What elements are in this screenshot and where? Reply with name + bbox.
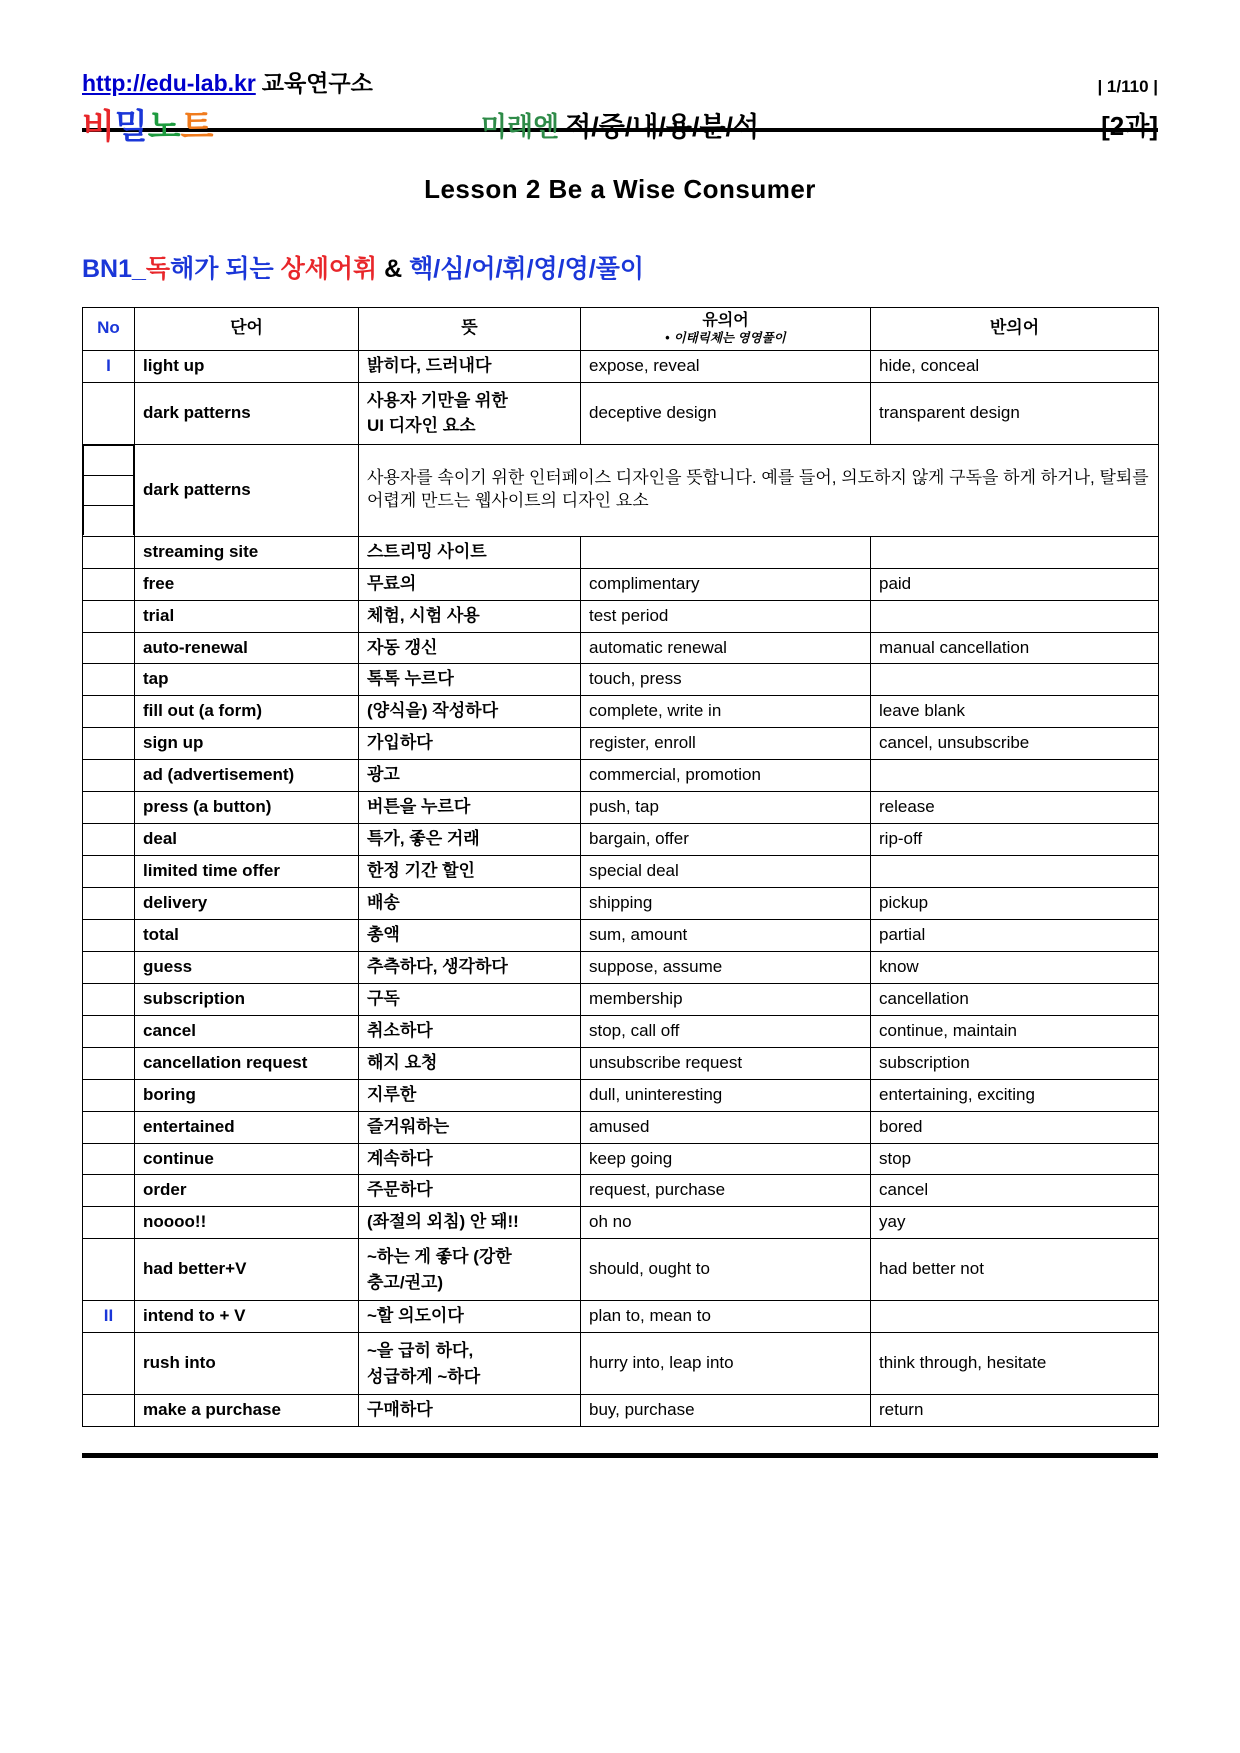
cell-meaning: (좌절의 외침) 안 돼!! xyxy=(359,1207,581,1239)
table-row xyxy=(83,824,1159,856)
table-row xyxy=(83,728,1159,760)
cell-word: cancel xyxy=(135,1015,359,1047)
cell-antonym: yay xyxy=(871,1207,1159,1239)
brand-char-3: 노 xyxy=(147,108,181,147)
footer-divider xyxy=(82,1453,1158,1458)
cell-synonym: register, enroll xyxy=(581,728,871,760)
cell-word: press (a button) xyxy=(135,792,359,824)
cell-synonym: special deal xyxy=(581,856,871,888)
cell-antonym xyxy=(871,600,1159,632)
cell-synonym: amused xyxy=(581,1111,871,1143)
table-row xyxy=(83,1143,1159,1175)
cell-meaning: 밝히다, 드러내다 xyxy=(359,350,581,382)
cell-meaning: 주문하다 xyxy=(359,1175,581,1207)
cell-synonym: commercial, promotion xyxy=(581,760,871,792)
cell-antonym xyxy=(871,1301,1159,1333)
table-row xyxy=(83,1301,1159,1333)
cell-synonym: shipping xyxy=(581,888,871,920)
cell-word: guess xyxy=(135,951,359,983)
cell-synonym: complimentary xyxy=(581,568,871,600)
cell-synonym: sum, amount xyxy=(581,919,871,951)
cell-synonym: keep going xyxy=(581,1143,871,1175)
section-blue-2: 핵/심/어/휘/영/영/풀이 xyxy=(409,255,645,283)
table-row xyxy=(83,632,1159,664)
cell-meaning: 무료의 xyxy=(359,568,581,600)
table-row xyxy=(83,792,1159,824)
table-row xyxy=(83,888,1159,920)
cell-antonym xyxy=(871,760,1159,792)
cell-no: I xyxy=(83,350,135,382)
cell-no xyxy=(83,1175,135,1207)
col-header-meaning: 뜻 xyxy=(359,308,581,351)
header-right-block xyxy=(938,78,1158,139)
cell-no xyxy=(83,1047,135,1079)
cell-word: dark patterns xyxy=(135,382,359,444)
cell-meaning-line-2: 성급하게 ~하다 xyxy=(367,1366,481,1386)
table-row xyxy=(83,568,1159,600)
cell-meaning: 자동 갱신 xyxy=(359,632,581,664)
cell-synonym: automatic renewal xyxy=(581,632,871,664)
cell-word: trial xyxy=(135,600,359,632)
cell-meaning: 구독 xyxy=(359,983,581,1015)
cell-no xyxy=(83,1111,135,1143)
cell-meaning-line-1: ~하는 게 좋다 (강한 xyxy=(367,1247,512,1267)
cell-word: light up xyxy=(135,350,359,382)
cell-word: dark patterns xyxy=(135,444,359,536)
cell-synonym: should, ought to xyxy=(581,1239,871,1301)
table-row xyxy=(83,1047,1159,1079)
cell-antonym: stop xyxy=(871,1143,1159,1175)
site-name-label: 교육연구소 xyxy=(261,70,373,96)
cell-synonym: oh no xyxy=(581,1207,871,1239)
cell-word: auto-renewal xyxy=(135,632,359,664)
table-row xyxy=(83,919,1159,951)
cell-word: make a purchase xyxy=(135,1395,359,1427)
cell-no xyxy=(83,696,135,728)
cell-meaning-line-1: 사용자 기만을 위한 xyxy=(367,390,508,410)
cell-meaning: 톡톡 누르다 xyxy=(359,664,581,696)
table-row xyxy=(83,600,1159,632)
cell-meaning: 계속하다 xyxy=(359,1143,581,1175)
cell-meaning: 취소하다 xyxy=(359,1015,581,1047)
cell-no xyxy=(83,824,135,856)
cell-word: boring xyxy=(135,1079,359,1111)
cell-meaning: 가입하다 xyxy=(359,728,581,760)
section-red-2: 상세어휘 xyxy=(280,255,378,283)
cell-meaning: ~할 의도이다 xyxy=(359,1301,581,1333)
col-header-no: No xyxy=(83,308,135,351)
cell-word: tap xyxy=(135,664,359,696)
cell-antonym: paid xyxy=(871,568,1159,600)
table-row xyxy=(83,1333,1159,1395)
cell-word: ad (advertisement) xyxy=(135,760,359,792)
table-row xyxy=(83,1395,1159,1427)
brand-char-1: 비 xyxy=(82,108,115,147)
cell-word: noooo!! xyxy=(135,1207,359,1239)
cell-word: continue xyxy=(135,1143,359,1175)
lesson-tag: [2과] xyxy=(1101,111,1158,141)
cell-synonym: expose, reveal xyxy=(581,350,871,382)
cell-no xyxy=(83,760,135,792)
cell-no xyxy=(83,568,135,600)
cell-synonym: suppose, assume xyxy=(581,951,871,983)
analysis-label: 적/중/내/용/분/석 xyxy=(565,112,760,142)
cell-no xyxy=(83,1333,135,1395)
page-title: Lesson 2 Be a Wise Consumer xyxy=(424,174,816,204)
cell-synonym: stop, call off xyxy=(581,1015,871,1047)
cell-meaning: 총액 xyxy=(359,919,581,951)
publisher-label: 미래엔 xyxy=(480,112,560,142)
page-header xyxy=(0,0,1240,147)
vocabulary-table-wrap xyxy=(82,307,1158,1427)
table-row xyxy=(83,951,1159,983)
section-heading xyxy=(82,249,1240,285)
table-row xyxy=(83,760,1159,792)
brand-logo xyxy=(82,110,382,146)
cell-antonym: continue, maintain xyxy=(871,1015,1159,1047)
cell-antonym: cancellation xyxy=(871,983,1159,1015)
cell-meaning: 구매하다 xyxy=(359,1395,581,1427)
cell-meaning xyxy=(359,382,581,444)
cell-antonym xyxy=(871,536,1159,568)
table-row xyxy=(83,536,1159,568)
table-row xyxy=(83,1111,1159,1143)
cell-word: delivery xyxy=(135,888,359,920)
cell-no xyxy=(83,664,135,696)
brand-char-2: 밀 xyxy=(114,108,148,147)
cell-no xyxy=(83,728,135,760)
cell-antonym: pickup xyxy=(871,888,1159,920)
cell-word: deal xyxy=(135,824,359,856)
no-subcell-group xyxy=(83,445,134,536)
cell-word: limited time offer xyxy=(135,856,359,888)
cell-no xyxy=(83,1079,135,1111)
cell-synonym: bargain, offer xyxy=(581,824,871,856)
cell-synonym: push, tap xyxy=(581,792,871,824)
cell-antonym: cancel, unsubscribe xyxy=(871,728,1159,760)
cell-word: total xyxy=(135,919,359,951)
cell-no xyxy=(83,792,135,824)
cell-meaning-line-2: UI 디자인 요소 xyxy=(367,416,476,436)
cell-word: order xyxy=(135,1175,359,1207)
cell-antonym: rip-off xyxy=(871,824,1159,856)
cell-meaning: 해지 요청 xyxy=(359,1047,581,1079)
table-row xyxy=(83,1175,1159,1207)
cell-meaning xyxy=(359,1333,581,1395)
cell-antonym: know xyxy=(871,951,1159,983)
cell-synonym: plan to, mean to xyxy=(581,1301,871,1333)
cell-synonym: buy, purchase xyxy=(581,1395,871,1427)
cell-no xyxy=(83,856,135,888)
cell-meaning: 추측하다, 생각하다 xyxy=(359,951,581,983)
table-row xyxy=(83,1015,1159,1047)
table-row xyxy=(83,1207,1159,1239)
cell-word: fill out (a form) xyxy=(135,696,359,728)
cell-meaning: 버튼을 누르다 xyxy=(359,792,581,824)
cell-no xyxy=(83,632,135,664)
cell-synonym xyxy=(581,536,871,568)
cell-antonym: transparent design xyxy=(871,382,1159,444)
cell-no xyxy=(83,1015,135,1047)
cell-antonym: think through, hesitate xyxy=(871,1333,1159,1395)
cell-meaning: 즐거워하는 xyxy=(359,1111,581,1143)
table-row xyxy=(83,983,1159,1015)
cell-synonym: membership xyxy=(581,983,871,1015)
bullet-icon: • xyxy=(665,331,670,346)
table-row xyxy=(83,444,1159,536)
cell-synonym: dull, uninteresting xyxy=(581,1079,871,1111)
cell-synonym: complete, write in xyxy=(581,696,871,728)
cell-no xyxy=(83,1239,135,1301)
cell-word: entertained xyxy=(135,1111,359,1143)
cell-meaning: 스트리밍 사이트 xyxy=(359,536,581,568)
page-number: | 1/110 | xyxy=(1097,77,1158,96)
table-body xyxy=(83,350,1159,1426)
cell-meaning: 특가, 좋은 거래 xyxy=(359,824,581,856)
cell-meaning: 체험, 시험 사용 xyxy=(359,600,581,632)
cell-meaning: 광고 xyxy=(359,760,581,792)
col-header-synonym-note-text: 이태릭체는 영영풀이 xyxy=(673,331,786,346)
cell-no xyxy=(83,1395,135,1427)
table-row xyxy=(83,1239,1159,1301)
cell-antonym: manual cancellation xyxy=(871,632,1159,664)
cell-no xyxy=(83,1143,135,1175)
cell-meaning-line-2: 충고/권고) xyxy=(367,1272,444,1292)
cell-antonym: subscription xyxy=(871,1047,1159,1079)
cell-word: sign up xyxy=(135,728,359,760)
cell-synonym: touch, press xyxy=(581,664,871,696)
section-amp: & xyxy=(377,255,410,283)
header-center-title xyxy=(382,105,858,146)
col-header-synonym-main: 유의어 xyxy=(702,312,749,329)
cell-no xyxy=(83,1207,135,1239)
cell-no xyxy=(83,600,135,632)
cell-meaning xyxy=(359,1239,581,1301)
cell-meaning: 배송 xyxy=(359,888,581,920)
cell-no xyxy=(83,888,135,920)
cell-description: 사용자를 속이기 위한 인터페이스 디자인을 뜻합니다. 예를 들어, 의도하지 않게 구독을 하게 하거나, 탈퇴를 어렵게 만드는 웹사이트의 디자인 요소 xyxy=(359,444,1159,536)
cell-antonym: return xyxy=(871,1395,1159,1427)
cell-meaning: (양식을) 작성하다 xyxy=(359,696,581,728)
cell-synonym: deceptive design xyxy=(581,382,871,444)
col-header-synonym-note xyxy=(589,331,862,345)
cell-word: free xyxy=(135,568,359,600)
section-blue-1: 해가 되는 xyxy=(170,255,281,283)
cell-antonym: hide, conceal xyxy=(871,350,1159,382)
table-row xyxy=(83,856,1159,888)
cell-synonym: test period xyxy=(581,600,871,632)
cell-word: rush into xyxy=(135,1333,359,1395)
cell-antonym: entertaining, exciting xyxy=(871,1079,1159,1111)
cell-synonym: unsubscribe request xyxy=(581,1047,871,1079)
cell-no xyxy=(83,951,135,983)
table-row xyxy=(83,1079,1159,1111)
col-header-word: 단어 xyxy=(135,308,359,351)
table-header-row xyxy=(83,308,1159,351)
cell-word: intend to + V xyxy=(135,1301,359,1333)
col-header-synonym xyxy=(581,308,871,351)
cell-meaning-line-1: ~을 급히 하다, xyxy=(367,1341,474,1361)
no-subcell xyxy=(84,445,134,475)
cell-antonym: release xyxy=(871,792,1159,824)
cell-no xyxy=(83,382,135,444)
cell-antonym: partial xyxy=(871,919,1159,951)
cell-antonym xyxy=(871,856,1159,888)
cell-antonym: cancel xyxy=(871,1175,1159,1207)
section-prefix: BN1_ xyxy=(82,255,146,283)
site-url-link[interactable]: http://edu-lab.kr xyxy=(82,70,256,96)
table-row xyxy=(83,664,1159,696)
cell-synonym: hurry into, leap into xyxy=(581,1333,871,1395)
cell-no xyxy=(83,983,135,1015)
cell-no xyxy=(83,919,135,951)
no-subcell xyxy=(84,505,134,535)
cell-word: streaming site xyxy=(135,536,359,568)
cell-word: cancellation request xyxy=(135,1047,359,1079)
cell-antonym: bored xyxy=(871,1111,1159,1143)
cell-antonym xyxy=(871,664,1159,696)
cell-no: II xyxy=(83,1301,135,1333)
cell-antonym: had better not xyxy=(871,1239,1159,1301)
cell-antonym: leave blank xyxy=(871,696,1159,728)
col-header-antonym: 반의어 xyxy=(871,308,1159,351)
no-subcell xyxy=(84,475,134,505)
cell-meaning: 지루한 xyxy=(359,1079,581,1111)
cell-no xyxy=(83,444,135,536)
table-row xyxy=(83,382,1159,444)
table-row xyxy=(83,696,1159,728)
brand-char-4: 트 xyxy=(180,108,214,147)
table-row xyxy=(83,350,1159,382)
cell-no xyxy=(83,536,135,568)
cell-meaning: 한정 기간 할인 xyxy=(359,856,581,888)
cell-synonym: request, purchase xyxy=(581,1175,871,1207)
section-red-1: 독 xyxy=(145,255,171,283)
cell-word: subscription xyxy=(135,983,359,1015)
vocabulary-table xyxy=(82,307,1159,1427)
cell-word: had better+V xyxy=(135,1239,359,1301)
